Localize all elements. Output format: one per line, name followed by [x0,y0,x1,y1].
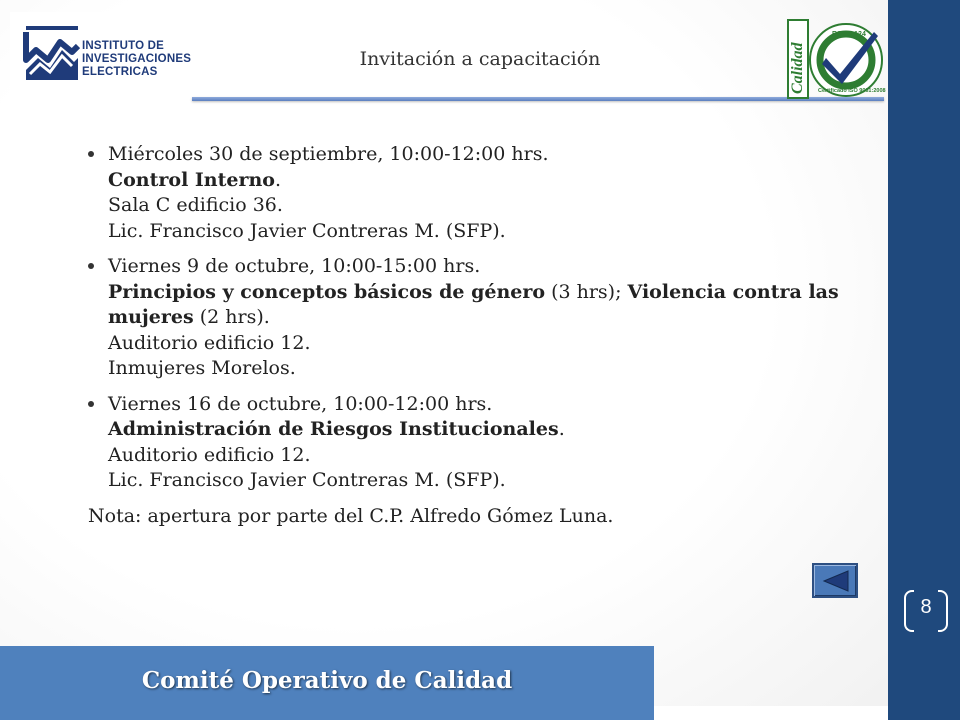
session-topic-bold: Violencia contra las [627,280,839,303]
session-topic [108,417,868,443]
bullet-icon [88,263,94,269]
session-item [88,142,868,244]
session-place: Auditorio edificio 12. [108,331,311,354]
session-topic-suffix: . [274,168,282,191]
iie-logo-text [82,40,191,79]
calidad-certification-logo [786,18,886,100]
iie-logo-mark-icon [22,20,82,90]
session-item [88,392,868,494]
session-date: Viernes 9 de octubre, 10:00-15:00 hrs. [108,255,481,277]
triangle-left-icon [820,569,852,593]
session-topic-end: (2 hrs). [193,306,270,328]
session-speaker: Lic. Francisco Javier Contreras M. (SFP). [108,469,506,491]
session-date: Viernes 16 de octubre, 10:00-12:00 hrs. [108,392,493,415]
session-topic-continued [108,305,868,331]
session-date: Miércoles 30 de septiembre, 10:00-12:00 hrs. [108,143,549,165]
session-place: Sala C edificio 36. [108,194,283,216]
iie-logo-line-1: INSTITUTO DE [82,40,165,52]
page-title: Invitación a capacitación [359,48,601,70]
session-topic-mid: (3 hrs); [545,280,628,303]
session-item [88,254,868,382]
bullet-icon [88,401,94,407]
session-topic [108,168,868,194]
iie-logo-line-3: ELECTRICAS [82,66,158,78]
session-list [88,142,868,529]
iie-logo-line-2: INVESTIGACIONES [82,53,192,65]
session-speaker: Lic. Francisco Javier Contreras M. (SFP). [108,219,506,242]
session-speaker: Inmujeres Morelos. [108,357,296,379]
session-topic-bold: Administración de Riesgos Institucionales [108,418,559,440]
footer-title: Comité Operativo de Calidad [141,667,513,694]
cert-side-text: Calidad [789,42,806,94]
bullet-icon [88,151,94,157]
cert-top-text: RSGC 124 [832,31,866,38]
session-topic-bold: mujeres [108,306,194,328]
note-text: Nota: apertura por parte del C.P. Alfredo Gómez Luna. [88,504,614,527]
page-number-box [898,588,954,632]
session-topic-bold: Control Interno [108,168,275,191]
session-topic [108,280,868,306]
back-button[interactable] [812,563,858,598]
session-topic-bold: Principios y conceptos básicos de género [108,280,546,303]
footer-spacer [654,706,888,720]
session-topic-suffix: . [558,418,565,440]
session-place: Auditorio edificio 12. [108,443,311,466]
cert-ring-text: Certificado ISO 9001:2008 [818,88,886,94]
page-number: 8 [920,596,932,618]
header-divider [192,97,884,101]
